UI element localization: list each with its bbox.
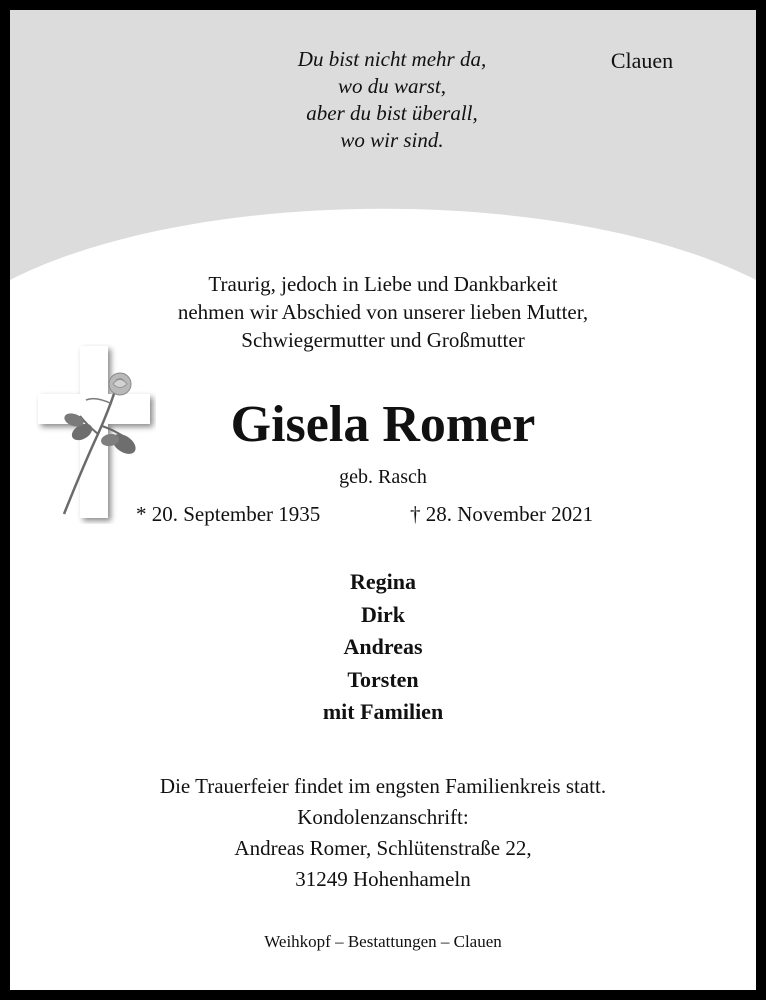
funeral-home-footer: Weihkopf – Bestattungen – Clauen [264, 932, 502, 951]
poem-line: aber du bist überall, [306, 101, 478, 125]
closing-line: Die Trauerfeier findet im engsten Familienkreis statt. [159, 774, 607, 798]
closing-line: Kondolenzanschrift: [297, 805, 469, 829]
birth-date: * 20. September 1935 [136, 502, 321, 526]
closing-line: Andreas Romer, Schlütenstraße 22, [234, 836, 532, 860]
intro-line: Schwiegermutter und Großmutter [241, 328, 525, 352]
closing-notice [58, 771, 708, 895]
intro-text [83, 270, 683, 354]
intro-line: nehmen wir Abschied von unserer lieben Mutter, [177, 300, 589, 324]
mourner-name: Regina [350, 569, 416, 594]
poem [200, 46, 584, 154]
mourners-list [233, 566, 533, 729]
deceased-name: Gisela Romer [230, 396, 536, 453]
place-name: Clauen [610, 48, 674, 73]
obituary-card [10, 10, 756, 990]
mourner-name: mit Familien [322, 699, 444, 724]
death-date: † 28. November 2021 [410, 502, 594, 526]
poem-line: Du bist nicht mehr da, [297, 47, 487, 71]
intro-line: Traurig, jedoch in Liebe und Dankbarkeit [208, 272, 558, 296]
maiden-name: geb. Rasch [339, 466, 427, 488]
cross-with-rose-icon [36, 344, 156, 524]
mourner-name: Andreas [343, 634, 423, 659]
poem-line: wo wir sind. [340, 128, 444, 152]
mourner-name: Dirk [361, 601, 405, 627]
mourner-name: Torsten [347, 666, 419, 692]
closing-line: 31249 Hohenhameln [295, 867, 471, 891]
poem-line: wo du warst, [338, 74, 446, 98]
